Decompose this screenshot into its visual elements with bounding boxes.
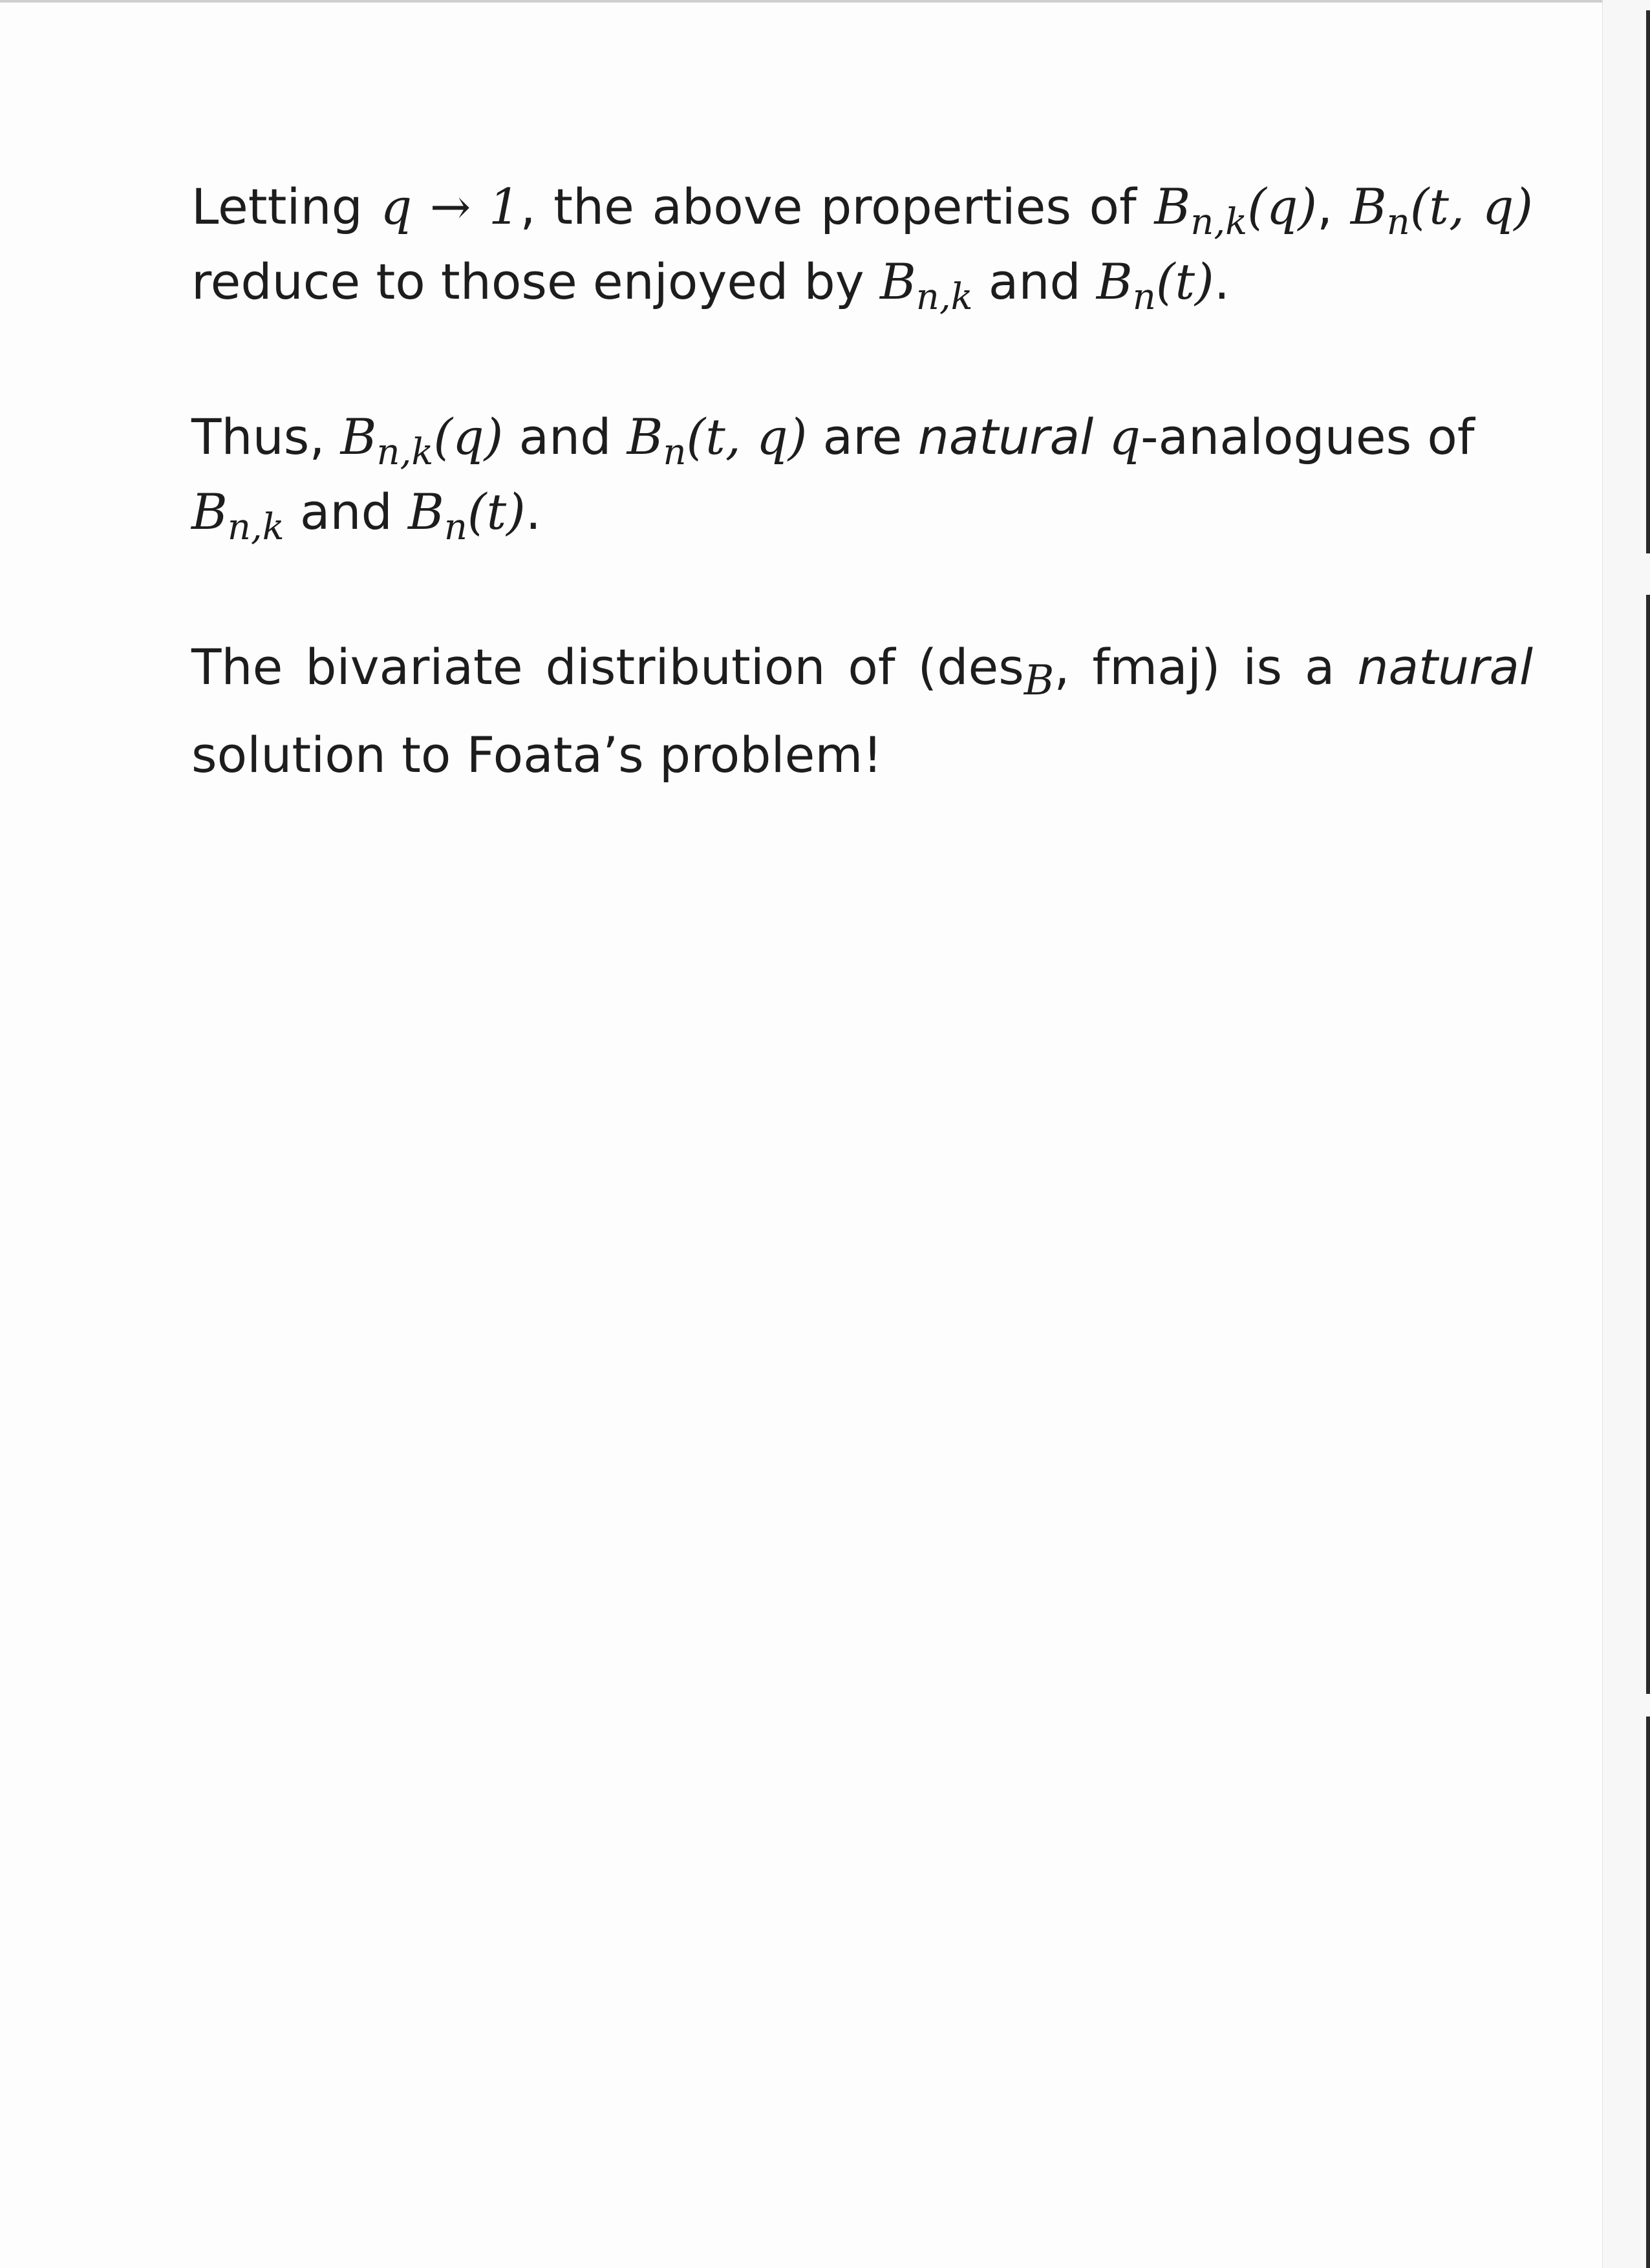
page-content bbox=[191, 169, 1533, 793]
math-base: B bbox=[340, 408, 377, 465]
text: , fmaj) is a bbox=[1054, 638, 1358, 696]
text: , the above properties of bbox=[520, 178, 1155, 235]
math-subscript: n,k bbox=[376, 431, 434, 473]
paragraph-natural-q-analogues bbox=[191, 400, 1533, 550]
text: -analogues of bbox=[1141, 408, 1475, 465]
text: The bivariate distribution of (des bbox=[191, 638, 1024, 696]
math-argument: (t, q) bbox=[1409, 178, 1534, 235]
math-bnk-q bbox=[1154, 178, 1318, 243]
math-argument: (t) bbox=[1155, 253, 1214, 310]
math-bnk bbox=[879, 253, 973, 318]
text: Thus, bbox=[191, 408, 341, 465]
math-subscript: n,k bbox=[916, 276, 973, 318]
math-argument: (t) bbox=[467, 483, 526, 540]
paragraph-limit-q-to-1 bbox=[191, 169, 1533, 319]
text: . bbox=[525, 483, 541, 540]
math-bnk bbox=[191, 483, 284, 548]
paragraph-foata-problem bbox=[191, 630, 1533, 793]
math-subscript: n,k bbox=[1190, 201, 1248, 243]
scan-edge-mark bbox=[1646, 595, 1650, 1694]
math-base: B bbox=[1350, 178, 1387, 235]
text: reduce to those enjoyed by bbox=[191, 253, 880, 310]
scan-edge-top bbox=[0, 0, 1603, 3]
emphasis-natural: natural bbox=[1357, 638, 1533, 696]
text: solution to Foata’s problem! bbox=[191, 726, 883, 784]
text: Letting bbox=[191, 178, 381, 235]
text bbox=[1093, 408, 1109, 465]
text: and bbox=[972, 253, 1097, 310]
math-base: B bbox=[879, 253, 916, 310]
math-subscript: B bbox=[1023, 656, 1055, 705]
math-subscript: n,k bbox=[227, 506, 284, 548]
math-bn-tq bbox=[627, 408, 808, 473]
scan-edge-right bbox=[1602, 0, 1650, 2268]
math-bnk-q bbox=[340, 408, 504, 473]
math-base: B bbox=[1154, 178, 1191, 235]
text: , bbox=[1317, 178, 1351, 235]
math-bn-t bbox=[1096, 253, 1214, 318]
math-argument: (t, q) bbox=[686, 408, 808, 465]
math-subscript: n bbox=[1386, 201, 1410, 243]
math-argument: (q) bbox=[1247, 178, 1318, 235]
math-bn-t bbox=[407, 483, 526, 548]
math-argument: (q) bbox=[433, 408, 504, 465]
text: and bbox=[503, 408, 627, 465]
math-base: B bbox=[407, 483, 444, 540]
math-bn-tq bbox=[1350, 178, 1534, 243]
math-subscript: n bbox=[1132, 276, 1156, 318]
math-base: B bbox=[191, 483, 228, 540]
text: are bbox=[807, 408, 918, 465]
text: and bbox=[284, 483, 408, 540]
math-base: B bbox=[1096, 253, 1133, 310]
math-subscript: n bbox=[444, 506, 467, 548]
math-q: q bbox=[1109, 408, 1141, 465]
scan-edge-mark bbox=[1646, 10, 1650, 553]
math-q-to-1: q → 1 bbox=[380, 178, 520, 235]
math-base: B bbox=[627, 408, 663, 465]
scan-edge-mark bbox=[1646, 1717, 1650, 2268]
text: . bbox=[1214, 253, 1230, 310]
emphasis-natural: natural bbox=[917, 408, 1094, 465]
math-subscript: n bbox=[663, 431, 687, 473]
